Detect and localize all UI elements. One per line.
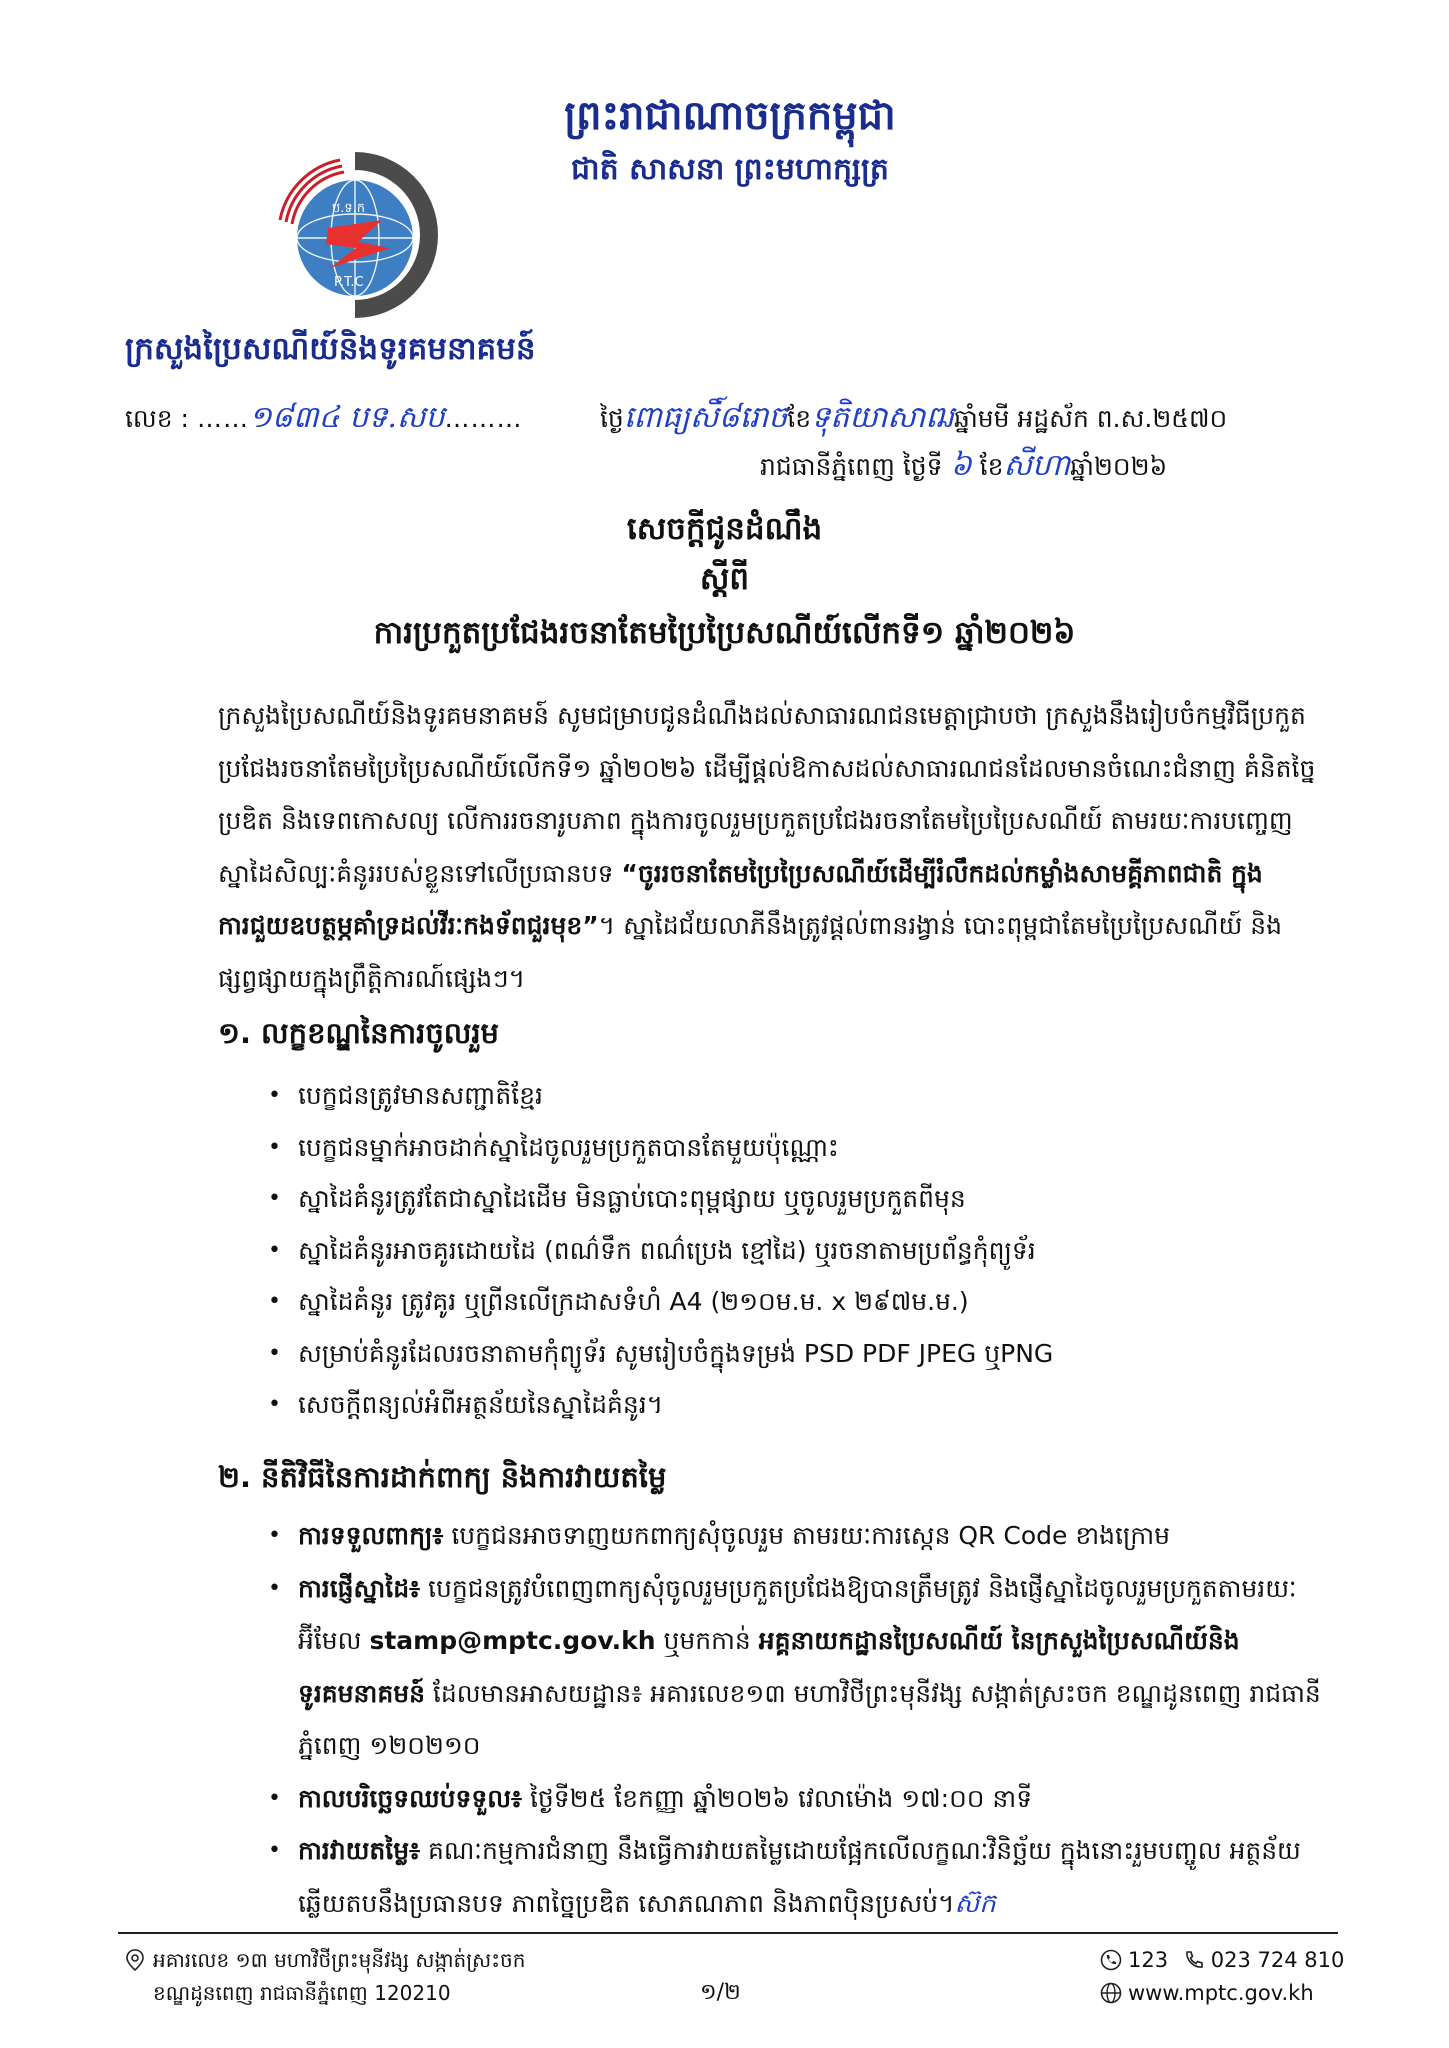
handwritten-initials: ស៊ក bbox=[954, 1888, 996, 1919]
notice-subject: ការប្រកួតប្រជែងរចនាតែមប្រៃប្រៃសណីយ៍លើកទី១ ឆ្នាំ២០២៦ bbox=[373, 615, 1076, 651]
submission-email[interactable]: stamp@mptc.gov.kh bbox=[369, 1626, 656, 1655]
day-handwritten: ៦ bbox=[950, 448, 972, 483]
list-item: • ការផ្ញើស្នាដៃ៖ បេក្ខជនត្រូវបំពេញពាក្យសុំចូលរួមប្រកួតប្រជែងឱ្យបានត្រឹមត្រូវ និងផ្ញើស្នាដៃចូលរួមប្រកួតតាមរយៈអ៊ីមែល stamp@mptc.gov.kh ឬមកកាន់ អគ្គនាយកដ្ឋានប្រៃសណីយ៍ នៃក្រសួងប្រៃសណីយ៍និងទូរគមនាគមន៍ ដែលមានអាសយដ្ឋាន៖ អគារលេខ១៣ មហាវិថីព្រះមុនីវង្ស សង្កាត់ស្រះចក ខណ្ឌដូនពេញ រាជធានីភ្នំពេញ ១២០២១០ bbox=[268, 1573, 1321, 1760]
list-item: • កាលបរិច្ឆេទឈប់ទទួល៖ ថ្ងៃទី២៥ ខែកញ្ញា ឆ្នាំ២០២៦ វេលាម៉ោង ១៧:០០ នាទី bbox=[268, 1783, 1033, 1813]
website-link[interactable]: www.mptc.gov.kh bbox=[1128, 1981, 1314, 2005]
list-item: • ស្នាដៃគំនូរ ត្រូវគូរ ឬព្រីនលើក្រដាសទំហំ A4 (២១០ម.ម. x ២៩៧ម.ម.) bbox=[268, 1287, 969, 1316]
section-1-heading: ១. លក្ខខណ្ឌនៃការចូលរួម bbox=[218, 1016, 499, 1050]
hotline-number[interactable]: 123 bbox=[1128, 1948, 1169, 1972]
footer-contact bbox=[1100, 1944, 1344, 2010]
lunar-date-line: ថ្ងៃពោធ្យសិ៍៨រោចខែទុតិយាសាឍឆ្នាំមមី អដ្ឋស័ក ព.ស.២៥៧០ bbox=[600, 400, 1228, 435]
list-item: • បេក្ខជនត្រូវមានសញ្ជាតិខ្មែរ bbox=[268, 1081, 543, 1110]
list-item: • បេក្ខជនម្នាក់អាចដាក់ស្នាដៃចូលរួមប្រកួតបានតែមួយប៉ុណ្ណោះ bbox=[268, 1132, 839, 1162]
page-number: ១/២ bbox=[700, 1980, 741, 2005]
eligibility-list bbox=[262, 1070, 1322, 1431]
footer-divider bbox=[118, 1932, 1338, 1934]
list-item: • ការវាយតម្លៃ៖ គណៈកម្មការជំនាញ នឹងធ្វើការវាយតម្លៃដោយផ្អែកលើលក្ខណៈវិនិច្ឆ័យ ក្នុងនោះរួមបញ្ចូល អត្ថន័យឆ្លើយតបនឹងប្រធានបទ ភាពច្នៃប្រឌិត សោភណភាព និងភាពប៉ិនប្រសប់។ស៊ក bbox=[268, 1836, 1301, 1919]
hotline-icon bbox=[1100, 1948, 1122, 1970]
reference-number-line: លេខ : ……១៨៣៤ បទ.សប……… bbox=[125, 400, 523, 435]
location-pin-icon bbox=[125, 1948, 147, 1970]
logo-top-text: ប.ទ.ក bbox=[332, 201, 366, 216]
national-motto: ជាតិ សាសនា ព្រះមហាក្សត្រ bbox=[571, 152, 889, 187]
lunar-day-handwritten: ពោធ្យសិ៍៨រោច bbox=[623, 400, 788, 435]
month-handwritten: សីហា bbox=[1003, 448, 1071, 483]
reference-number-handwritten: ១៨៣៤ បទ.សប bbox=[248, 400, 445, 435]
intro-paragraph: ក្រសួងប្រៃសណីយ៍និងទូរគមនាគមន៍ សូមជម្រាបជូនដំណឹងដល់សាធារណជនមេត្តាជ្រាបថា ក្រសួងនឹងរៀបចំកម្មវិធីប្រកួតប្រជែងរចនាតែមប្រៃប្រៃសណីយ៍លើកទី១ ឆ្នាំ២០២៦ ដើម្បីផ្តល់ឱកាសដល់សាធារណជនដែលមានចំណេះជំនាញ គំនិតច្នៃប្រឌិត និងទេពកោសល្យ លើការរចនារូបភាព ក្នុងការចូលរួមប្រកួតប្រជែងរចនាតែមប្រៃប្រៃសណីយ៍ តាមរយៈការបញ្ចេញស្នាដៃសិល្បៈគំនូររបស់ខ្លួនទៅលើប្រធានបទ “ចូររចនាតែមប្រៃប្រៃសណីយ៍ដើម្បីរំលឹកដល់កម្លាំងសាមគ្គីភាពជាតិ ក្នុងការជួយឧបត្ថម្ភគាំទ្រដល់វីរៈកងទ័ពជួរមុខ”។ ស្នាដៃជ័យលាភីនឹងត្រូវផ្តល់ពានរង្វាន់ បោះពុម្ពជាតែមប្រៃប្រៃសណីយ៍ និងផ្សព្វផ្សាយក្នុងព្រឹត្តិការណ៍ផ្សេងៗ។ bbox=[218, 701, 1316, 993]
list-item: • សេចក្តីពន្យល់អំពីអត្ថន័យនៃស្នាដៃគំនូរ។ bbox=[268, 1390, 664, 1419]
globe-icon bbox=[1100, 1981, 1122, 2003]
phone-icon bbox=[1183, 1948, 1205, 1970]
reference-label: លេខ : bbox=[125, 404, 189, 433]
kingdom-title: ព្រះរាជាណាចក្រកម្ពុជា bbox=[564, 92, 896, 139]
footer-address: អគារលេខ ១៣ មហាវិថីព្រះមុនីវង្ស សង្កាត់ស្រះចក ខណ្ឌដូនពេញ រាជធានីភ្នំពេញ 120210 bbox=[125, 1944, 525, 2010]
notice-subject-label: ស្តីពី bbox=[699, 561, 750, 597]
list-item: • ស្នាដៃគំនូរអាចគូរដោយដៃ (ពណ៌ទឹក ពណ៌ប្រេង ខ្មៅដៃ) ឬរចនាតាមប្រព័ន្ធកុំព្យូទ័រ bbox=[268, 1235, 1036, 1265]
notice-title: សេចក្តីជូនដំណឹង bbox=[626, 511, 823, 547]
competition-theme: “ចូររចនាតែមប្រៃប្រៃសណីយ៍ដើម្បីរំលឹកដល់កម្លាំងសាមគ្គីភាពជាតិ ក្នុងការជួយឧបត្ថម្ភគាំទ្រដល់វីរៈកងទ័ពជួរមុខ” bbox=[218, 858, 1263, 940]
list-item: • ការទទួលពាក្យ៖ បេក្ខជនអាចទាញយកពាក្យសុំចូលរួម តាមរយៈការស្កេន QR Code ខាងក្រោម bbox=[268, 1521, 1171, 1550]
list-item: • ស្នាដៃគំនូរត្រូវតែជាស្នាដៃដើម មិនធ្លាប់បោះពុម្ពផ្សាយ ឬចូលរួមប្រកួតពីមុន bbox=[268, 1184, 966, 1213]
solar-date-line: រាជធានីភ្នំពេញ ថ្ងៃទី ៦ ខែសីហាឆ្នាំ២០២៦ bbox=[760, 448, 1168, 483]
procedure-list bbox=[262, 1510, 1322, 1930]
lunar-month-handwritten: ទុតិយាសាឍ bbox=[811, 400, 954, 435]
ministry-name: ក្រសួងប្រៃសណីយ៍និងទូរគមនាគមន៍ bbox=[125, 331, 536, 367]
section-2-heading: ២. នីតិវិធីនៃការដាក់ពាក្យ និងការវាយតម្លៃ bbox=[218, 1460, 667, 1494]
logo-bottom-text: P.T.C bbox=[334, 275, 364, 290]
phone-number[interactable]: 023 724 810 bbox=[1210, 1948, 1345, 1972]
list-item: • សម្រាប់គំនូរដែលរចនាតាមកុំព្យូទ័រ សូមរៀបចំក្នុងទម្រង់ PSD PDF JPEG ឬPNG bbox=[268, 1338, 1054, 1368]
ministry-logo bbox=[270, 150, 440, 320]
